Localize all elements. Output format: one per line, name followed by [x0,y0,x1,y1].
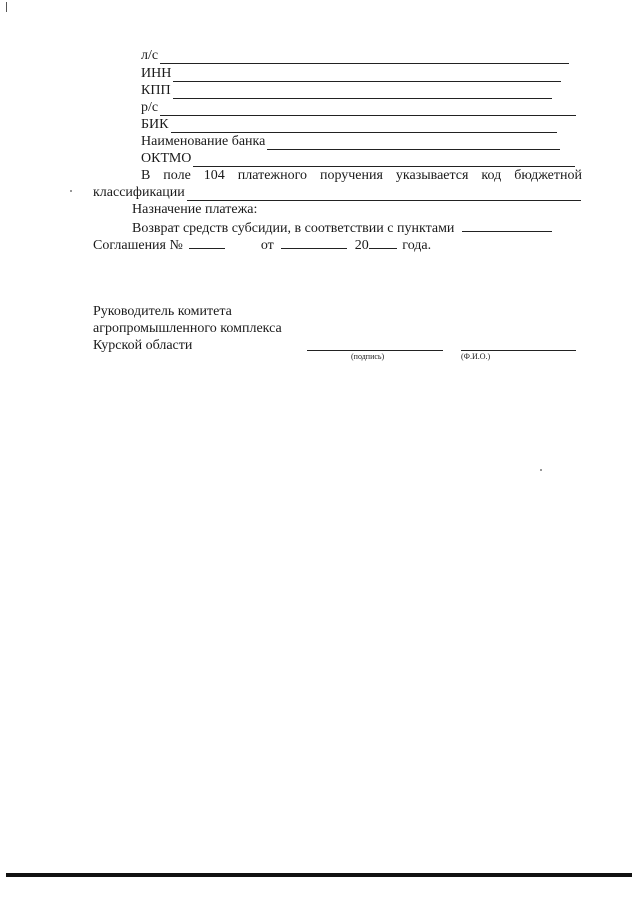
agreement-number-input-line[interactable] [189,236,225,249]
bik-label: БИК [141,117,169,132]
name-caption: (Ф.И.О.) [461,352,491,361]
scan-edge-mark [6,2,7,12]
rs-label: р/с [141,100,159,115]
kpp-field[interactable] [141,83,552,99]
bank-name-label: Наименование банка [141,134,266,149]
rs-field[interactable] [141,100,576,116]
oktmo-field[interactable] [141,151,575,167]
scan-bottom-edge [6,873,632,877]
oktmo-label: ОКТМО [141,151,192,166]
ls-input-line[interactable] [160,51,569,64]
name-line[interactable] [461,350,576,351]
ls-field[interactable] [141,48,569,64]
budget-classification-field[interactable] [93,185,581,201]
field-104-line1: В поле 104 платежного поручения указывается код бюджетной [141,168,582,183]
agreement-line [93,236,431,254]
bik-field[interactable] [141,117,557,133]
oktmo-input-line[interactable] [193,154,575,167]
from-label: от [260,238,274,253]
scan-speck [70,190,72,192]
payment-purpose-heading: Назначение платежа: [132,202,258,217]
signature-caption: (подпись) [351,352,385,361]
inn-input-line[interactable] [173,69,561,82]
signatory-line3: Курской области [93,338,193,353]
date-input-line[interactable] [281,236,347,249]
signatory-line2: агропромышленного комплекса [93,321,282,336]
agreement-label: Соглашения № [93,238,183,253]
inn-field[interactable] [141,66,561,82]
budget-classification-label: классификации [93,185,185,200]
signature-line[interactable] [307,350,443,351]
bik-input-line[interactable] [171,120,558,133]
purpose-line1-text: Возврат средств субсидии, в соответствии с пунктами [132,221,455,236]
bank-name-field[interactable] [141,134,560,150]
ls-label: л/с [141,48,159,63]
budget-classification-input-line[interactable] [187,188,581,201]
year-suffix: года. [402,238,432,253]
scan-speck [540,469,542,471]
purpose-line1 [132,219,552,237]
year-input-line[interactable] [369,236,397,249]
rs-input-line[interactable] [160,103,576,116]
bank-name-input-line[interactable] [267,137,560,150]
signatory-line1: Руководитель комитета [93,304,232,319]
kpp-input-line[interactable] [173,86,552,99]
clauses-input-line[interactable] [462,219,552,232]
kpp-label: КПП [141,83,171,98]
inn-label: ИНН [141,66,172,81]
year-prefix: 20 [354,238,369,253]
